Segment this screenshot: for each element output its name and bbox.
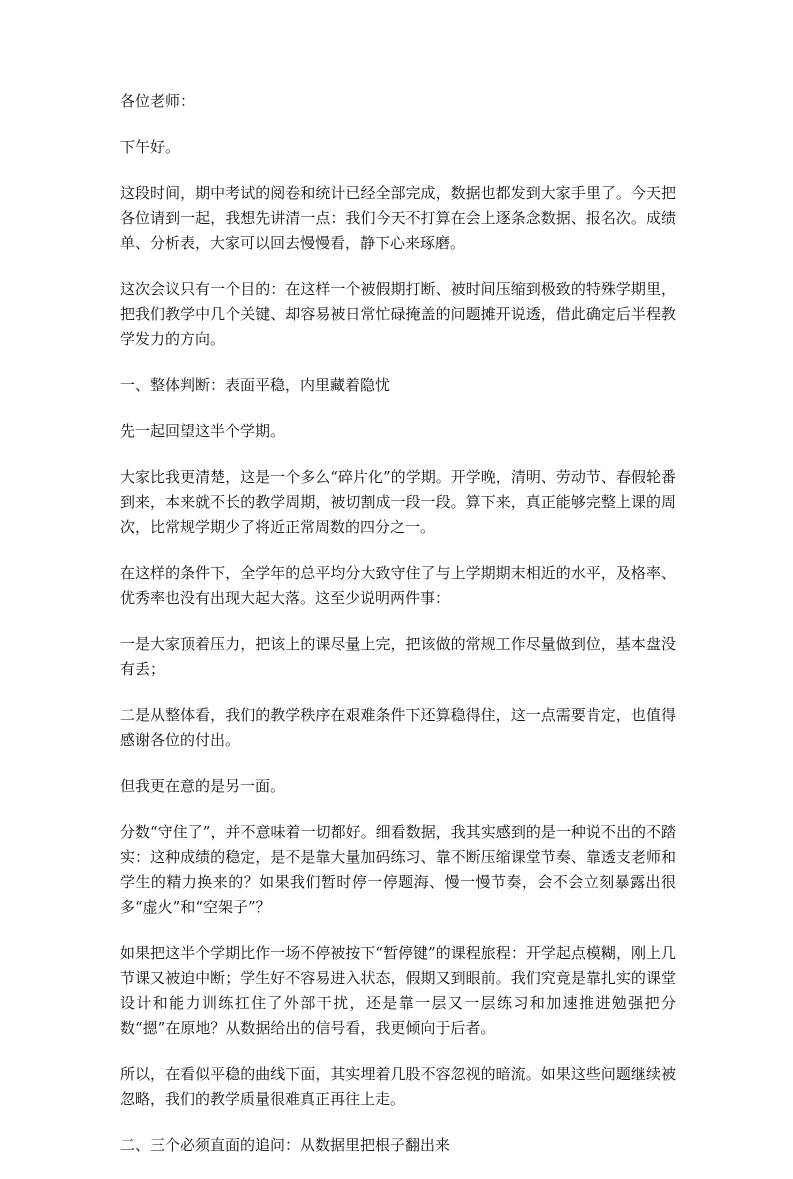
- paragraph-purpose: 这次会议只有一个目的：在这样一个被假期打断、被时间压缩到极致的特殊学期里，把我们教学中几个关键、却容易被日常忙碌掩盖的问题摊开说透，借此确定后半程教学发力的方向。: [120, 280, 676, 348]
- salutation: 各位老师：: [120, 92, 196, 110]
- paragraph-pause-metaphor: 如果把这半个学期比作一场不停被按下“暂停键”的课程旅程：开学起点模糊，刚上几节课又被迫中断；学生好不容易进入状态，假期又到眼前。我们究竟是靠扎实的课堂设计和能力训练扛住了外部干扰，还是靠一层又一层练习和加速推进勉强把分数“摁”在原地？从数据给出的信号看，我更倾向于后者。: [120, 944, 676, 1037]
- paragraph-score-held: 分数“守住了”，并不意味着一切都好。细看数据，我其实感到的是一种说不出的不踏实：这种成绩的稳定，是不是靠大量加码练习、靠不断压缩课堂节奏、靠透支老师和学生的精力换来的？如果我们暂时停一停题海、慢一慢节奏，会不会立刻暴露出很多“虚火”和“空架子”？: [120, 823, 676, 916]
- paragraph-review: 先一起回望这半个学期。: [120, 422, 286, 440]
- section-heading-1: 一、整体判断：表面平稳，内里藏着隐忧: [120, 376, 391, 394]
- paragraph-other-side: 但我更在意的是另一面。: [120, 777, 286, 795]
- paragraph-fragmented-term: 大家比我更清楚，这是一个多么“碎片化”的学期。开学晚，清明、劳动节、春假轮番到来，本来就不长的教学周期，被切割成一段一段。算下来，真正能够完整上课的周次，比常规学期少了将近正常周数的四分之一。: [120, 468, 676, 536]
- paragraph-average-score: 在这样的条件下，全学年的总平均分大致守住了与上学期期末相近的水平，及格率、优秀率也没有出现大起大落。这至少说明两件事：: [120, 564, 676, 607]
- paragraph-intro: 这段时间，期中考试的阅卷和统计已经全部完成，数据也都发到大家手里了。今天把各位请到一起，我想先讲清一点：我们今天不打算在会上逐条念数据、报名次。成绩单、分析表，大家可以回去慢慢看，静下心来琢磨。: [120, 184, 676, 252]
- document-body: [120, 89, 676, 1179]
- section-heading-2: 二、三个必须直面的追问：从数据里把根子翻出来: [120, 1136, 451, 1154]
- paragraph-point-one: 一是大家顶着压力，把该上的课尽量上完，把该做的常规工作尽量做到位，基本盘没有丢；: [120, 635, 676, 678]
- paragraph-undercurrents: 所以，在看似平稳的曲线下面，其实埋着几股不容忽视的暗流。如果这些问题继续被忽略，我们的教学质量很难真正再往上走。: [120, 1065, 676, 1108]
- greeting: 下午好。: [120, 138, 181, 156]
- paragraph-point-two: 二是从整体看，我们的教学秩序在艰难条件下还算稳得住，这一点需要肯定，也值得感谢各位的付出。: [120, 706, 676, 749]
